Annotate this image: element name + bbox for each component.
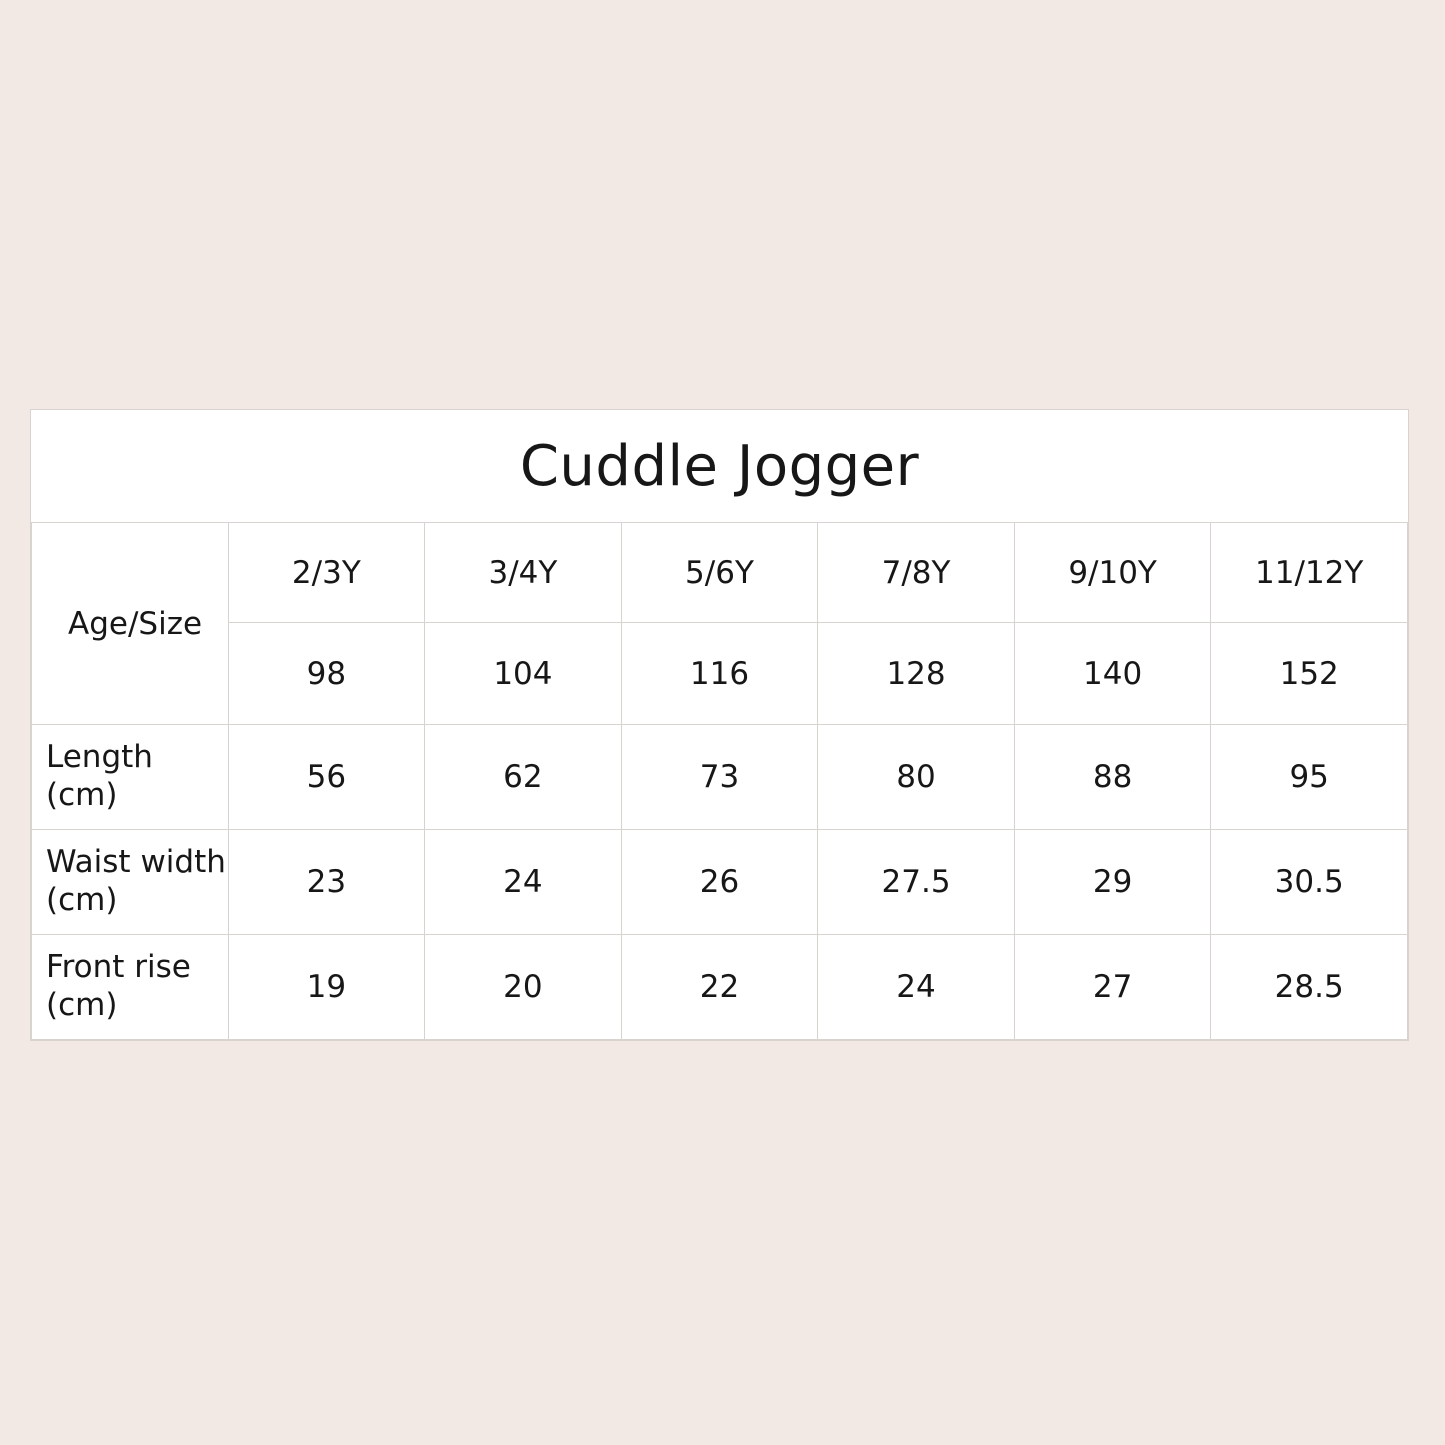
row-label: Waist width (cm)	[32, 830, 229, 935]
table-title-row	[32, 410, 1408, 523]
size-header-cell: 104	[425, 623, 622, 725]
row-label: Length (cm)	[32, 725, 229, 830]
size-header-cell: 152	[1211, 623, 1408, 725]
table-row	[32, 725, 1408, 830]
age-header-cell: 5/6Y	[621, 523, 818, 623]
table-row	[32, 935, 1408, 1040]
size-header-cell: 128	[818, 623, 1015, 725]
table-row-age-headers	[32, 523, 1408, 623]
table-cell: 30.5	[1211, 830, 1408, 935]
table-cell: 19	[228, 935, 425, 1040]
age-size-label: Age/Size	[32, 523, 229, 725]
age-header-cell: 2/3Y	[228, 523, 425, 623]
size-chart-table	[31, 410, 1408, 1040]
row-label: Front rise (cm)	[32, 935, 229, 1040]
table-cell: 28.5	[1211, 935, 1408, 1040]
table-cell: 26	[621, 830, 818, 935]
age-header-cell: 11/12Y	[1211, 523, 1408, 623]
age-header-cell: 7/8Y	[818, 523, 1015, 623]
table-row	[32, 830, 1408, 935]
table-row-size-headers	[32, 623, 1408, 725]
table-cell: 27.5	[818, 830, 1015, 935]
table-cell: 73	[621, 725, 818, 830]
size-header-cell: 98	[228, 623, 425, 725]
size-header-cell: 116	[621, 623, 818, 725]
table-cell: 80	[818, 725, 1015, 830]
age-header-cell: 3/4Y	[425, 523, 622, 623]
table-cell: 23	[228, 830, 425, 935]
size-header-cell: 140	[1014, 623, 1211, 725]
table-cell: 24	[818, 935, 1015, 1040]
age-header-cell: 9/10Y	[1014, 523, 1211, 623]
table-cell: 24	[425, 830, 622, 935]
table-cell: 56	[228, 725, 425, 830]
table-cell: 95	[1211, 725, 1408, 830]
chart-title: Cuddle Jogger	[32, 410, 1408, 523]
table-cell: 22	[621, 935, 818, 1040]
table-cell: 29	[1014, 830, 1211, 935]
table-cell: 27	[1014, 935, 1211, 1040]
size-chart-card	[30, 409, 1409, 1041]
table-cell: 88	[1014, 725, 1211, 830]
table-cell: 62	[425, 725, 622, 830]
table-cell: 20	[425, 935, 622, 1040]
